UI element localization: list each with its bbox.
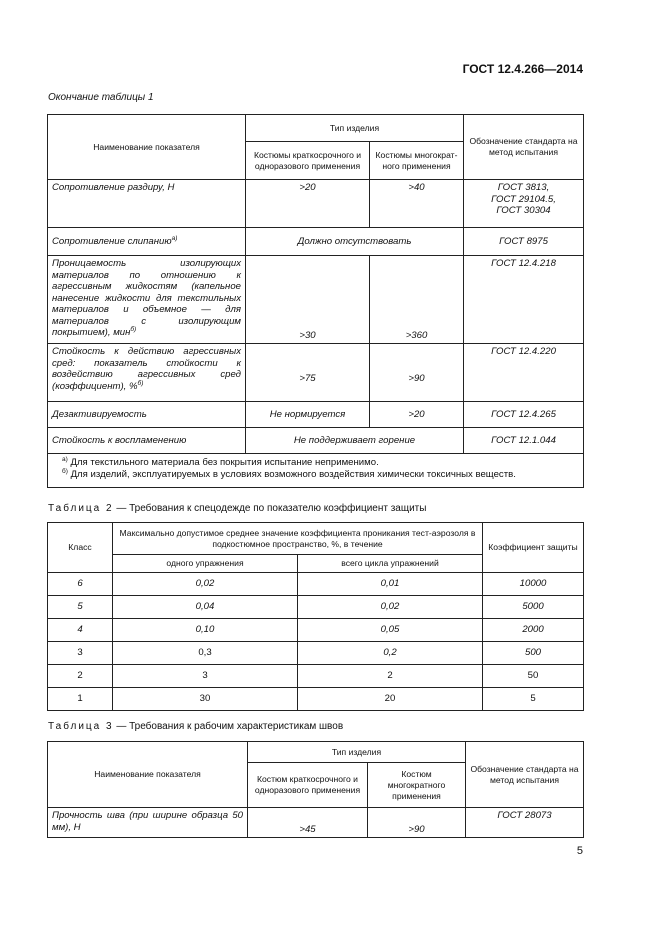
t1-header-product-type: Тип изделия [246,115,464,142]
note-a [62,457,579,469]
footnote-mark: а) [62,455,68,463]
t2-header-class: Класс [48,523,113,573]
t1-row-std: ГОСТ 12.4.265 [464,402,584,428]
t1-row-merged: Должно отсутствовать [246,228,464,256]
table2-caption-text: — Требования к спецодежде по показателю коэффициент защиты [113,503,427,514]
table1 [47,114,584,488]
t1-row-name: Сопротивление раздиру, Н [48,180,246,228]
table3-caption-text: — Требования к рабочим характеристикам швов [113,721,344,732]
t2-cell-cycle: 2 [298,665,483,688]
t1-row-std [464,180,584,228]
table-row [48,402,584,428]
t1-std-line: ГОСТ 29104.5, [491,193,556,205]
table-row [48,344,584,402]
t2-cell-coef: 500 [483,642,584,665]
table3-caption-label: Таблица 3 [48,721,114,732]
t1-header-indicator: Наименование показателя [48,115,246,180]
t2-cell-class: 6 [48,573,113,596]
t2-cell-cycle: 20 [298,688,483,711]
t2-cell-cycle: 0,05 [298,619,483,642]
t2-cell-one: 0,3 [113,642,298,665]
t2-cell-cycle: 0,02 [298,596,483,619]
t1-row-merged: Не поддерживает горение [246,428,464,454]
table-row [48,619,584,642]
note-b [62,469,579,481]
t1-std-line: ГОСТ 30304 [496,205,551,216]
t2-header-full-cycle: всего цикла упражнений [298,555,483,573]
table-row [48,642,584,665]
t1-header-method: Обозначение стандарта на метод испытания [464,115,584,180]
table1-caption: Окончание таблицы 1 [48,92,154,103]
t1-row-v1: >20 [246,180,370,228]
t2-cell-coef: 5 [483,688,584,711]
t2-cell-coef: 2000 [483,619,584,642]
t3-row-std: ГОСТ 28073 [466,808,584,838]
t1-row-std: ГОСТ 8975 [464,228,584,256]
t3-header-multi-use: Костюм многократного применения [368,763,466,808]
table3 [47,741,584,838]
t1-notes-cell [48,454,584,488]
t2-header-max-value: Максимально допустимое среднее значение коэффициента проникания тест-аэрозоля в подкостюмное пространство, %, в течение [113,523,483,555]
t2-header-one-exercise: одного упражнения [113,555,298,573]
t2-cell-cycle: 0,01 [298,573,483,596]
footnote-ref: а) [171,234,178,242]
table-row [48,688,584,711]
standard-code: ГОСТ 12.4.266—2014 [462,62,583,76]
t2-cell-cycle: 0,2 [298,642,483,665]
t1-row-name [48,228,246,256]
t3-header-indicator: Наименование показателя [48,742,248,808]
t3-row-v2: >90 [368,808,466,838]
t3-row-v1: >45 [248,808,368,838]
t2-header-coefficient: Коэффициент защиты [483,523,584,573]
table-row [48,428,584,454]
footnote-ref: б) [137,379,144,387]
t2-cell-class: 3 [48,642,113,665]
t1-row-name-text: Стойкость к действию агрессивных сред: показатель стойкости к воздействию агрессивных сред (коэффициент), % [52,346,241,392]
t2-cell-class: 5 [48,596,113,619]
table-row [48,596,584,619]
t1-row-v2: >360 [370,256,464,344]
t1-row-name-text: Сопротивление слипанию [52,235,172,247]
t1-row-name-text: Проницаемость изолирующих материалов по отношению к агрессивным жидкостям (капельное нанесение жидкости для текстильных материалов и объемное — для материалов с изолирующим покрытием), мин [52,258,241,338]
t1-header-multi-use: Костюмы многократ-ного применения [370,142,464,180]
t2-cell-one: 0,10 [113,619,298,642]
table-row [48,808,584,838]
t1-row-v2: >20 [370,402,464,428]
t2-cell-one: 3 [113,665,298,688]
t2-cell-one: 0,04 [113,596,298,619]
t1-row-name [48,256,246,344]
t3-row-name: Прочность шва (при ширине образца 50 мм), Н [48,808,248,838]
note-text: Для текстильного материала без покрытия испытание неприменимо. [70,457,379,468]
footnote-mark: б) [62,467,68,475]
t1-std-line: ГОСТ 3813, [497,182,550,193]
t2-cell-class: 4 [48,619,113,642]
table-row [48,665,584,688]
t1-row-std: ГОСТ 12.1.044 [464,428,584,454]
t3-header-short-term: Костюм краткосрочного и одноразового применения [248,763,368,808]
table2-caption [48,503,426,514]
t3-header-method: Обозначение стандарта на метод испытания [466,742,584,808]
table-row [48,180,584,228]
t2-cell-one: 0,02 [113,573,298,596]
t2-cell-one: 30 [113,688,298,711]
page-number: 5 [576,845,583,857]
t1-row-name: Стойкость к воспламенению [48,428,246,454]
t1-row-v1: Не нормируется [246,402,370,428]
t1-header-single-use: Костюмы краткосрочного и одноразового применения [246,142,370,180]
t1-row-v1: >30 [246,256,370,344]
t2-cell-coef: 50 [483,665,584,688]
t1-row-std: ГОСТ 12.4.218 [464,256,584,344]
t2-cell-coef: 5000 [483,596,584,619]
table-row [48,228,584,256]
t2-cell-class: 2 [48,665,113,688]
t1-row-name: Дезактивируемость [48,402,246,428]
t1-row-v2: >40 [370,180,464,228]
t1-row-v2: >90 [370,344,464,402]
table-row [48,573,584,596]
table2-caption-label: Таблица 2 [48,503,114,514]
table2 [47,522,584,711]
table-row [48,256,584,344]
t1-row-v1: >75 [246,344,370,402]
t2-cell-class: 1 [48,688,113,711]
t1-row-std: ГОСТ 12.4.220 [464,344,584,402]
footnote-ref: б) [130,325,137,333]
t3-header-product-type: Тип изделия [248,742,466,763]
t1-row-name [48,344,246,402]
note-text: Для изделий, эксплуатируемых в условиях возможного воздействия химически токсичных веществ. [70,469,516,480]
t2-cell-coef: 10000 [483,573,584,596]
table-notes [48,454,584,488]
table3-caption [48,721,343,732]
